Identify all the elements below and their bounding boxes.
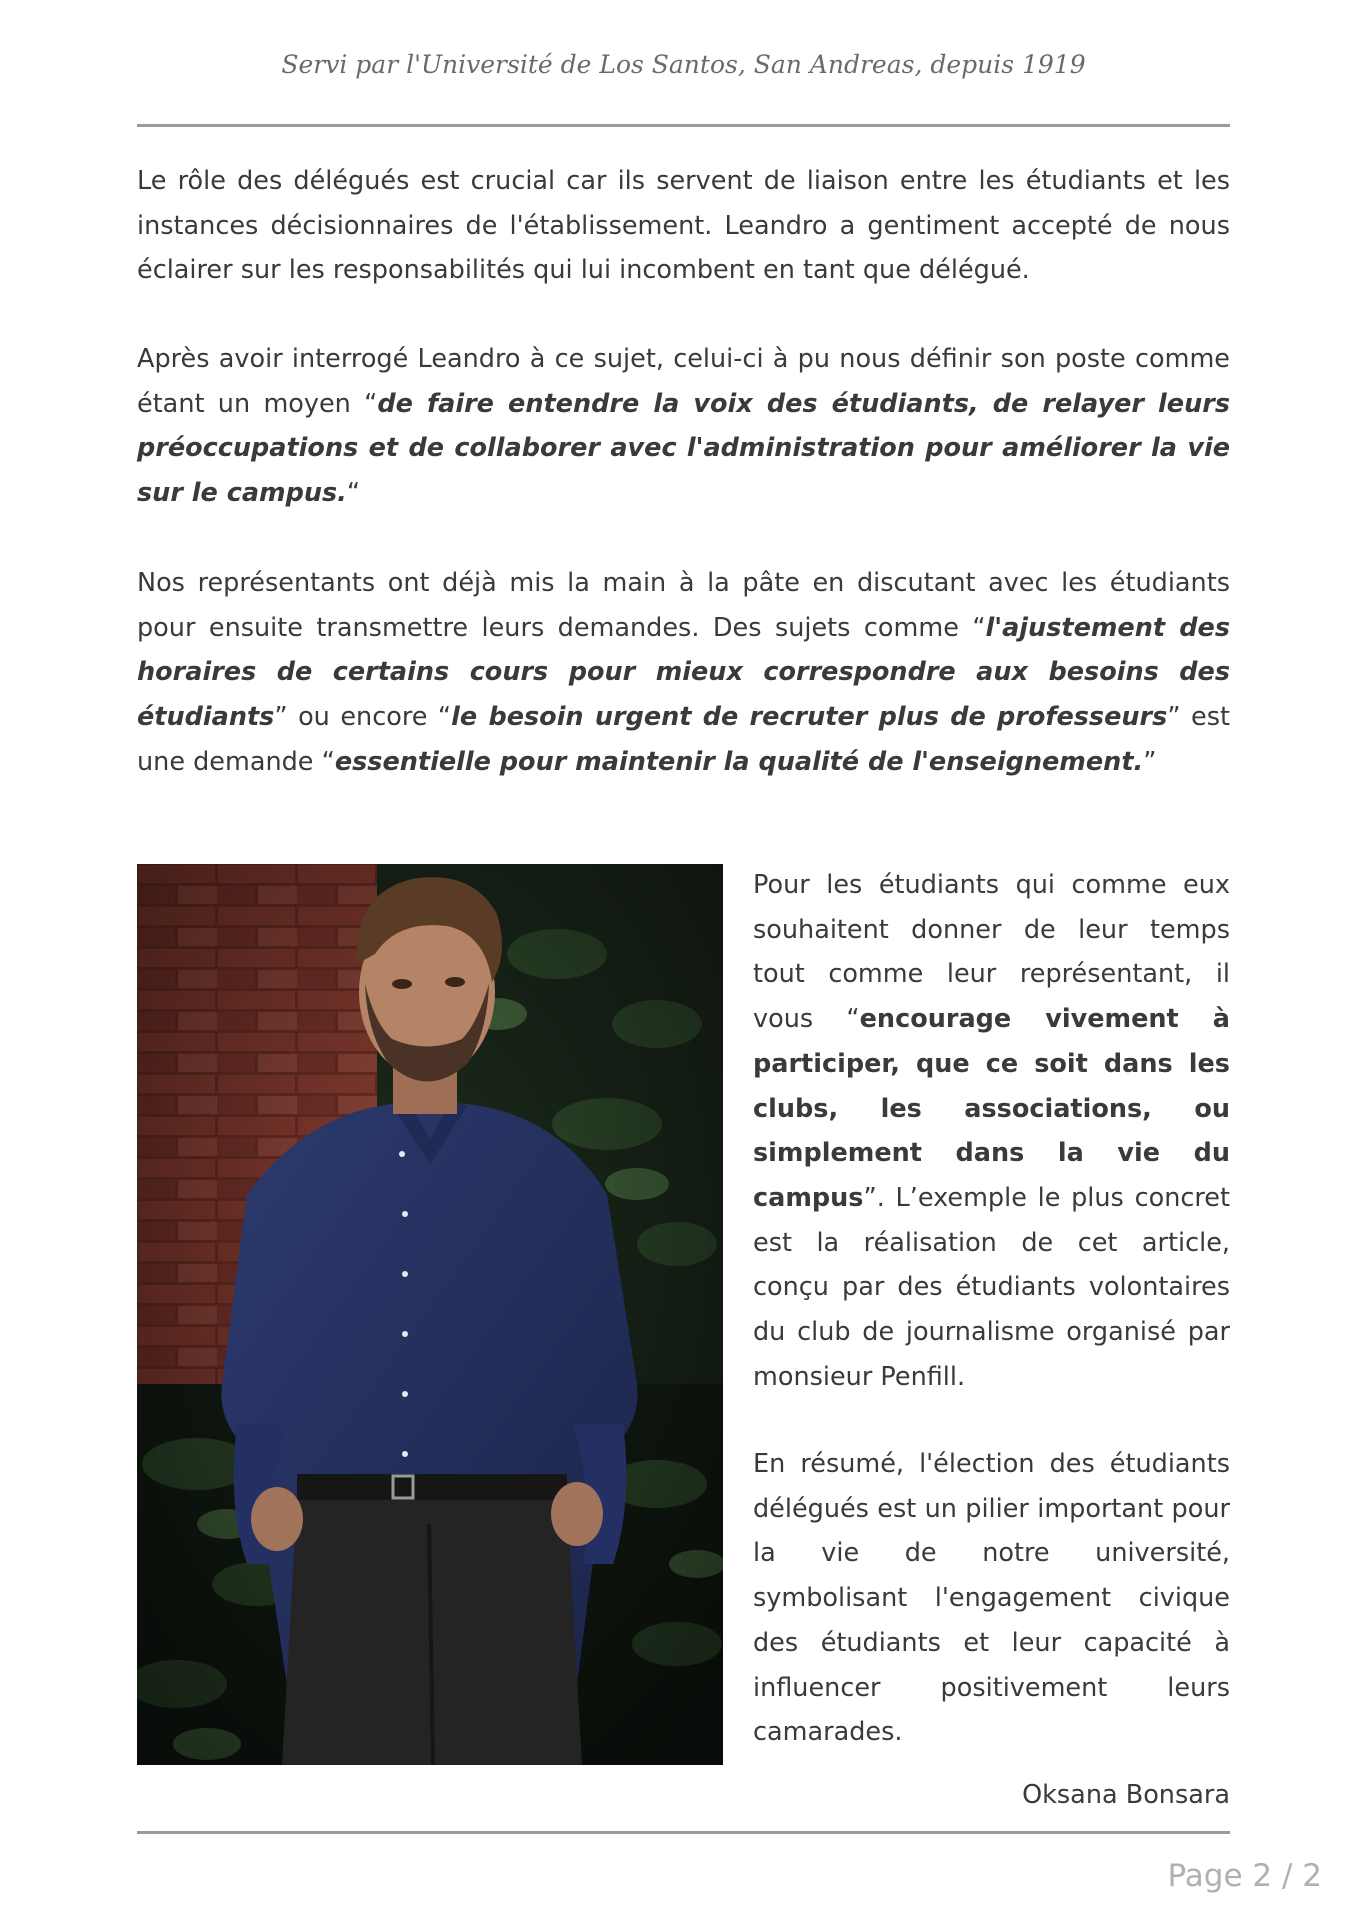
quote-schedule-adjustment: l'ajustement des horaires de certains cours pour mieux correspondre aux besoins des étudiants bbox=[137, 612, 1231, 733]
column-paragraph-1 bbox=[753, 863, 1230, 1399]
paragraph-2-text-a: Après avoir interrogé Leandro à ce sujet, celui-ci à pu nous définir son poste comme étant un moyen “ bbox=[137, 344, 1230, 419]
column-1-text-b: ”. L’exemple le plus concret est la réalisation de cet article, conçu par des étudiants volontaires du club de journalisme organisé par monsieur Penfill. bbox=[753, 1182, 1230, 1392]
student-delegate-photo bbox=[137, 864, 723, 1765]
bottom-divider bbox=[137, 1831, 1230, 1834]
quote-recruit-professors: le besoin urgent de recruter plus de professeurs bbox=[451, 702, 1168, 733]
paragraph-3-text-c: ” est une demande “ bbox=[137, 702, 1230, 777]
paragraph-2-text-b: “ bbox=[346, 478, 361, 509]
article-paragraph-2 bbox=[137, 337, 1230, 516]
column-1-text-a: Pour les étudiants qui comme eux souhaitent donner de leur temps tout comme leur représentant, il vous “ bbox=[753, 870, 1230, 1035]
quote-teaching-quality: essentielle pour maintenir la qualité de l'enseignement. bbox=[334, 746, 1144, 777]
article-paragraph-1: Le rôle des délégués est crucial car ils servent de liaison entre les étudiants et les instances décisionnaires de l'établissement. Leandro a gentiment accepté de nous éclairer sur les responsabilités qui lui incombent en tant que délégué. bbox=[137, 166, 1230, 286]
quote-encourage-participation: encourage vivement à participer, que ce soit dans les clubs, les associations, ou simplement dans la vie du campus bbox=[753, 1004, 1230, 1213]
page-header-subtitle: Servi par l'Université de Los Santos, San Andreas, depuis 1919 bbox=[281, 50, 1086, 79]
quote-delegate-role: de faire entendre la voix des étudiants, de relayer leurs préoccupations et de collaborer avec l'administration pour améliorer la vie sur le campus. bbox=[137, 388, 1230, 509]
paragraph-3-text-d: ” bbox=[1143, 746, 1157, 777]
article-paragraph-3 bbox=[137, 561, 1230, 785]
top-divider bbox=[137, 124, 1230, 127]
paragraph-3-text-b: ” ou encore “ bbox=[274, 702, 452, 733]
column-paragraph-2: En résumé, l'élection des étudiants délégués est un pilier important pour la vie de notre université, symbolisant l'engagement civique des étudiants et leur capacité à influencer positivement leurs camarades. bbox=[753, 1449, 1230, 1748]
page-number: Page 2 / 2 bbox=[1167, 1858, 1322, 1894]
author-signature: Oksana Bonsara bbox=[1022, 1780, 1230, 1810]
paragraph-3-text-a: Nos représentants ont déjà mis la main à la pâte en discutant avec les étudiants pour ensuite transmettre leurs demandes. Des sujets comme “ bbox=[137, 568, 1230, 643]
